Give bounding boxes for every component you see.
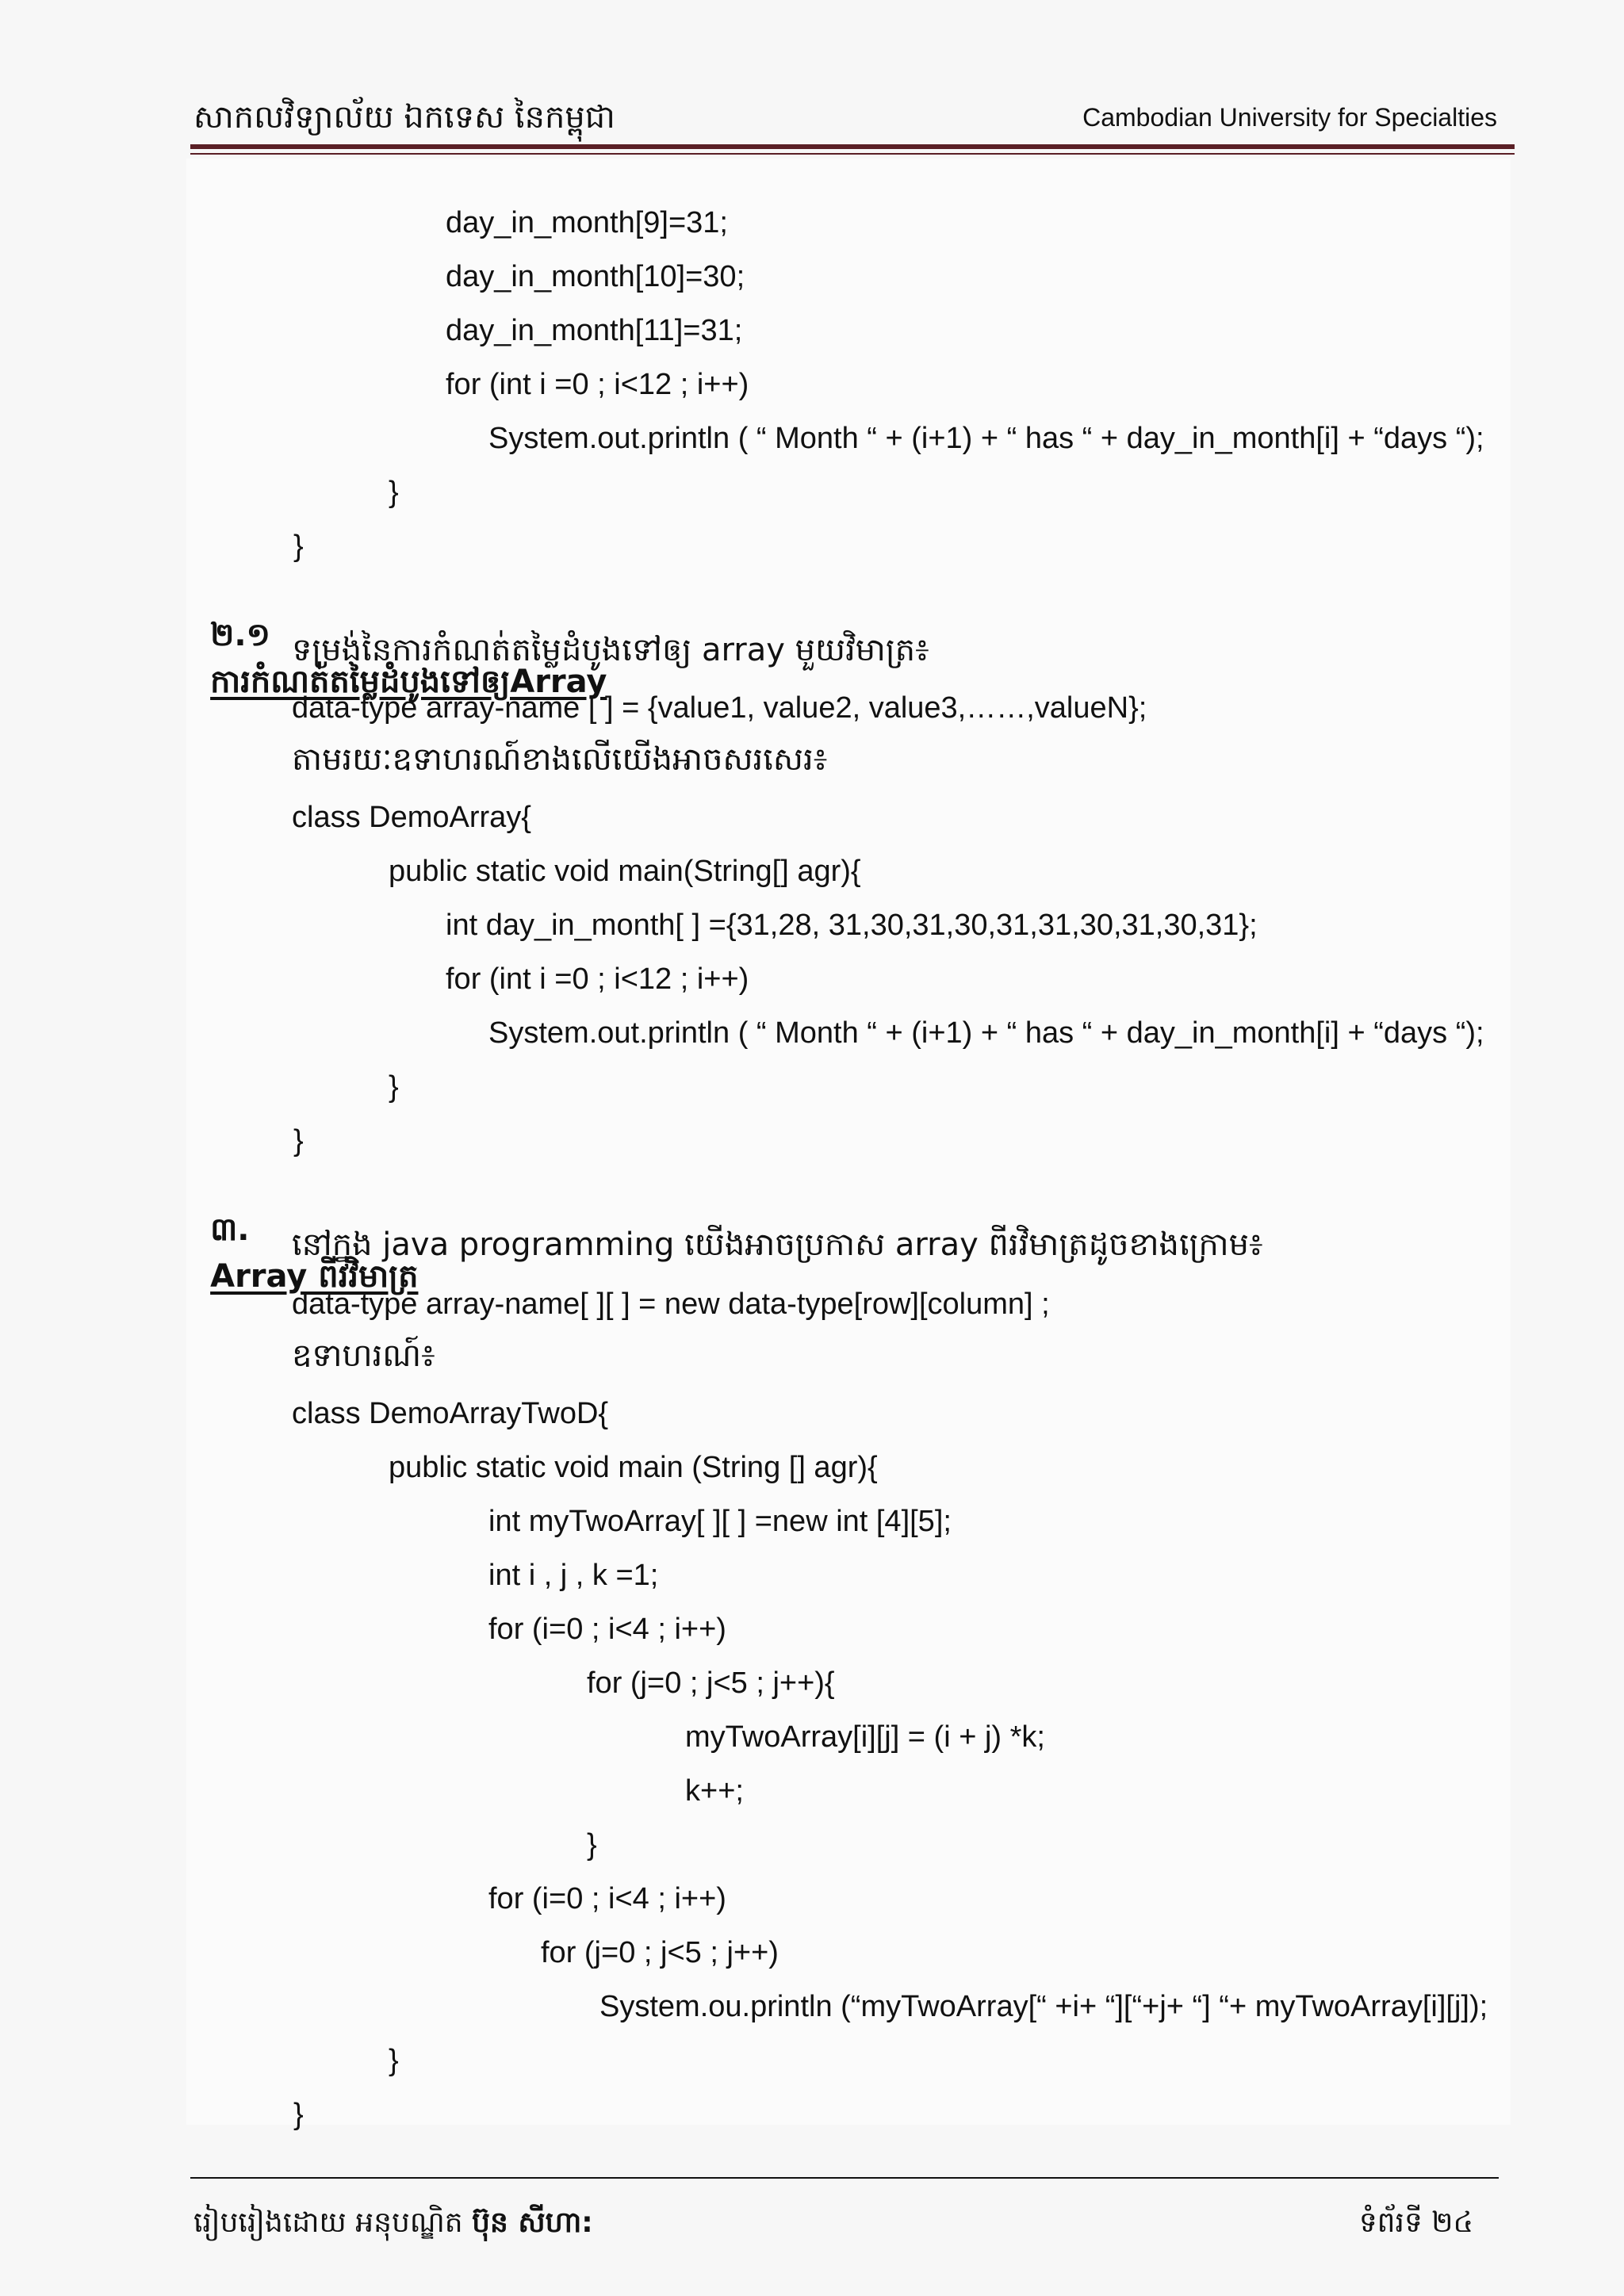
section-number: ២.១ bbox=[210, 617, 270, 653]
paragraph: នៅក្នុង java programming យើងអាចប្រកាស array ពីរវិមាត្រដូចខាងក្រោម៖ bbox=[292, 1226, 1263, 1263]
code-line: } bbox=[389, 476, 399, 509]
footer-author-name: ប៊ុន សីហា: bbox=[472, 2206, 593, 2239]
section-title: Array ពីរវិមាត្រ bbox=[210, 1258, 419, 1295]
code-line: for (i=0 ; i<4 ; i++) bbox=[488, 1882, 726, 1915]
code-line: public static void main (String [] agr){ bbox=[389, 1451, 878, 1484]
page-number: ទំព័រទី ២៤ bbox=[1358, 2206, 1473, 2239]
code-line: day_in_month[9]=31; bbox=[446, 206, 728, 239]
code-line: for (int i =0 ; i<12 ; i++) bbox=[446, 368, 749, 401]
code-line: day_in_month[11]=31; bbox=[446, 314, 743, 347]
syntax-line: data-type array-name[ ][ ] = new data-type[row][column] ; bbox=[292, 1288, 1050, 1321]
paragraph: ទម្រង់នៃការកំណត់តម្លៃដំបូងទៅឲ្យ array មួយវិមាត្រ៖ bbox=[292, 632, 929, 668]
code-line: k++; bbox=[685, 1774, 744, 1808]
code-line: for (j=0 ; j<5 ; j++){ bbox=[587, 1667, 835, 1700]
section-title: ការកំណត់តម្លៃដំបូងទៅឲ្យArray bbox=[210, 664, 607, 700]
code-line: int day_in_month[ ] ={31,28, 31,30,31,30,31,31,30,31,30,31}; bbox=[446, 909, 1258, 942]
header-divider-thin bbox=[190, 153, 1515, 155]
code-line: System.ou.println (“myTwoArray[“ +i+ “][“+j+ “] “+ myTwoArray[i][j]); bbox=[599, 1990, 1488, 2023]
code-line: int myTwoArray[ ][ ] =new int [4][5]; bbox=[488, 1505, 952, 1538]
code-line: for (i=0 ; i<4 ; i++) bbox=[488, 1613, 726, 1646]
footer-author bbox=[193, 2204, 593, 2246]
code-line: } bbox=[293, 1124, 304, 1158]
footer-prefix: រៀបរៀងដោយ អនុបណ្ឌិត bbox=[193, 2206, 463, 2239]
code-line: class DemoArray{ bbox=[292, 801, 531, 834]
code-line: public static void main(String[] agr){ bbox=[389, 855, 861, 888]
section-number: ៣. bbox=[210, 1211, 250, 1248]
paragraph: តាមរយៈឧទាហរណ៍ខាងលើយើងអាចសរសេរ៖ bbox=[292, 741, 828, 778]
code-line: } bbox=[293, 2098, 304, 2131]
code-line: } bbox=[293, 530, 304, 563]
code-line: class DemoArrayTwoD{ bbox=[292, 1397, 609, 1430]
syntax-line: data-type array-name [ ] = {value1, value2, value3,……,valueN}; bbox=[292, 691, 1147, 725]
code-line: int i , j , k =1; bbox=[488, 1559, 659, 1592]
code-line: for (int i =0 ; i<12 ; i++) bbox=[446, 962, 749, 996]
code-line: System.out.println ( “ Month “ + (i+1) + “ has “ + day_in_month[i] + “days “); bbox=[488, 1016, 1484, 1050]
code-line: myTwoArray[i][j] = (i + j) *k; bbox=[685, 1720, 1045, 1754]
code-line: } bbox=[389, 1070, 399, 1104]
code-line: for (j=0 ; j<5 ; j++) bbox=[541, 1936, 779, 1969]
header-university-khmer: សាកលវិទ្យាល័យ ឯកទេស នៃកម្ពុជា bbox=[193, 99, 615, 136]
header-university-english: Cambodian University for Specialties bbox=[1082, 103, 1497, 132]
code-line: day_in_month[10]=30; bbox=[446, 260, 745, 293]
footer-divider bbox=[190, 2177, 1499, 2179]
example-label: ឧទាហរណ៍៖ bbox=[292, 1337, 435, 1374]
code-line: } bbox=[389, 2044, 399, 2077]
code-line: } bbox=[587, 1828, 597, 1862]
code-line: System.out.println ( “ Month “ + (i+1) + “ has “ + day_in_month[i] + “days “); bbox=[488, 422, 1484, 455]
header-divider bbox=[190, 144, 1515, 149]
